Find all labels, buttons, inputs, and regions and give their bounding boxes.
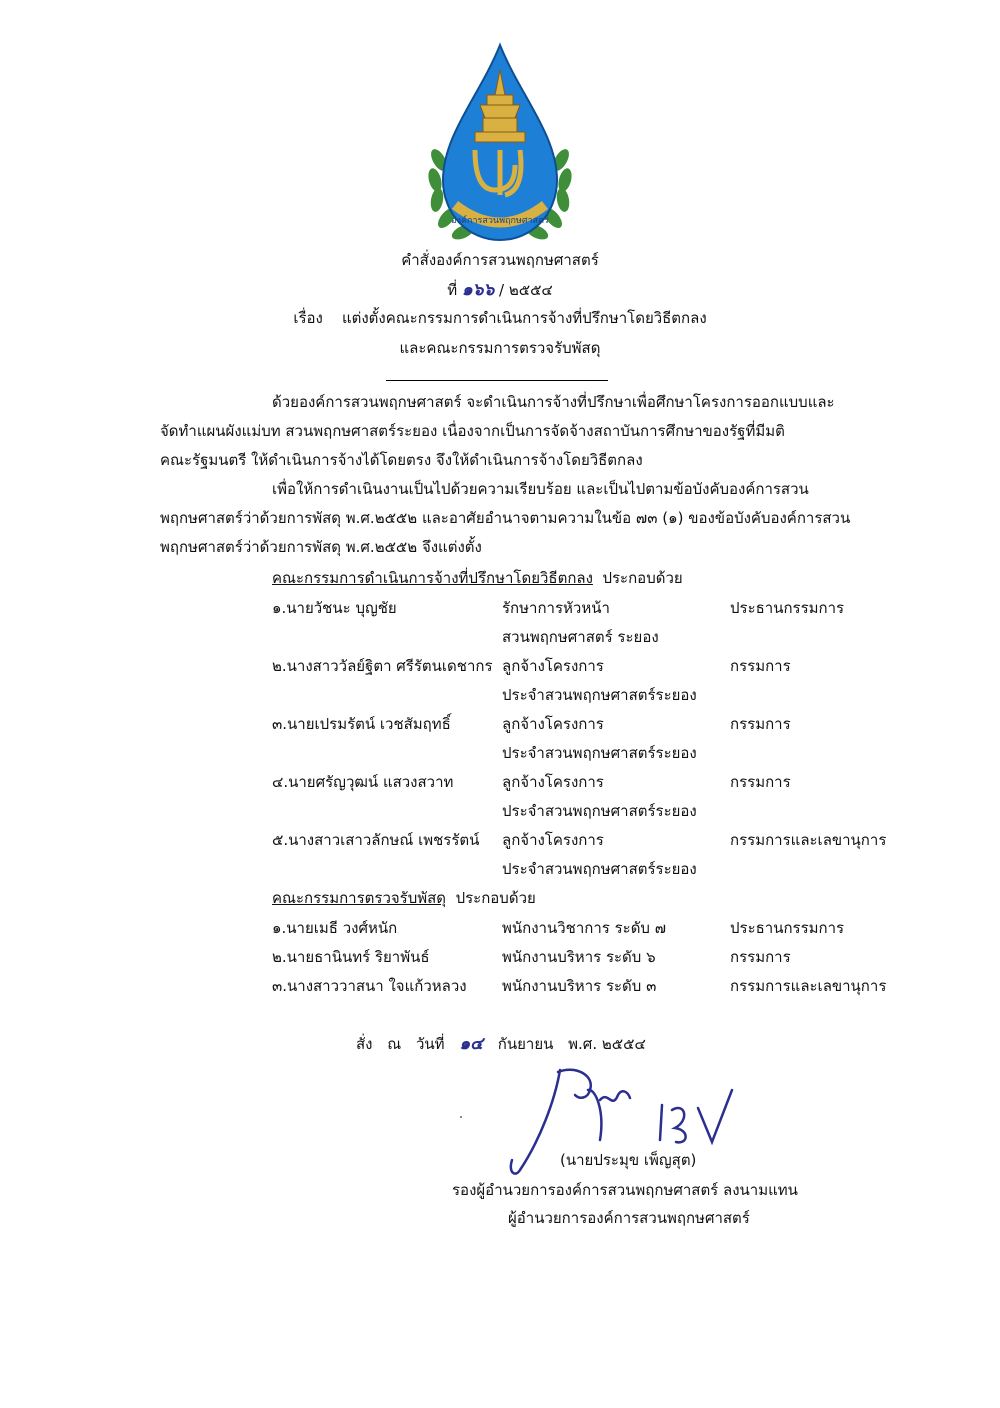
c2-member2-name: ๒.นายธานินทร์ ริยาพันธ์ xyxy=(272,948,430,966)
c2-member1-role: ประธานกรรมการ xyxy=(730,919,845,937)
signer-name: (นายประมุข เพ็ญสุต) xyxy=(560,1151,697,1169)
date-day-handwritten: ๑๔ xyxy=(459,1034,483,1054)
c1-member5-pos1: ลูกจ้างโครงการ xyxy=(502,831,604,849)
c1-member3-role: กรรมการ xyxy=(730,715,791,733)
committee2-suffix: ประกอบด้วย xyxy=(455,889,536,907)
date-prefix3: วันที่ xyxy=(415,1035,445,1053)
order-number-prefix: ที่ xyxy=(447,281,458,299)
c2-member3-role: กรรมการและเลขานุการ xyxy=(730,977,887,995)
subject-line1: แต่งตั้งคณะกรรมการดำเนินการจ้างที่ปรึกษาโดยวิธีตกลง xyxy=(341,309,707,327)
c2-member2-role: กรรมการ xyxy=(730,948,791,966)
signer-position1: รองผู้อำนวยการองค์การสวนพฤกษศาสตร์ ลงนามแทน xyxy=(452,1181,798,1199)
para1-line1: ด้วยองค์การสวนพฤกษศาสตร์ จะดำเนินการจ้างที่ปรึกษาเพื่อศึกษาโครงการออกแบบและ xyxy=(272,393,835,411)
signer-position2: ผู้อำนวยการองค์การสวนพฤกษศาสตร์ xyxy=(508,1209,750,1227)
subject-label: เรื่อง xyxy=(293,309,323,327)
title-divider xyxy=(386,380,608,381)
c1-member3-name: ๓.นายเปรมรัตน์ เวชสัมฤทธิ์ xyxy=(272,715,451,733)
date-year: พ.ศ. ๒๕๕๔ xyxy=(568,1035,646,1053)
logo-ring-text: องค์การสวนพฤกษศาสตร์ xyxy=(451,216,549,226)
paragraph-1 xyxy=(160,388,880,475)
para2-line3: พฤกษศาสตร์ว่าด้วยการพัสดุ พ.ศ.๒๕๕๒ จึงแต่งตั้ง xyxy=(160,538,482,556)
order-title: คำสั่งองค์การสวนพฤกษศาสตร์ xyxy=(401,251,599,269)
committee1-suffix: ประกอบด้วย xyxy=(602,569,683,587)
order-subject xyxy=(0,306,1000,330)
c1-member5-name: ๕.นางสาวเสาวลักษณ์ เพชรรัตน์ xyxy=(272,831,480,849)
c1-member4-role: กรรมการ xyxy=(730,773,791,791)
order-number-year: / ๒๕๕๔ xyxy=(499,281,553,299)
c1-member4-pos2: ประจำสวนพฤกษศาสตร์ระยอง xyxy=(502,802,697,820)
c1-member3-pos1: ลูกจ้างโครงการ xyxy=(502,715,604,733)
subject-line2: และคณะกรรมการตรวจรับพัสดุ xyxy=(399,339,601,357)
committee2-title: คณะกรรมการตรวจรับพัสดุ xyxy=(272,889,447,907)
date-prefix2: ณ xyxy=(387,1035,402,1053)
para1-line2: จัดทำแผนผังแม่บท สวนพฤกษศาสตร์ระยอง เนื่องจากเป็นการจัดจ้างสถาบันการศึกษาของรัฐที่มีมติ xyxy=(160,422,785,440)
c1-member2-pos2: ประจำสวนพฤกษศาสตร์ระยอง xyxy=(502,686,697,704)
para2-line2: พฤกษศาสตร์ว่าด้วยการพัสดุ พ.ศ.๒๕๕๒ และอาศัยอำนาจตามความในข้อ ๗๓ (๑) ของข้อบังคับองค์การสวน xyxy=(160,509,851,527)
c1-member3-pos2: ประจำสวนพฤกษศาสตร์ระยอง xyxy=(502,744,697,762)
c1-member1-pos2: สวนพฤกษศาสตร์ ระยอง xyxy=(502,628,659,646)
c1-member2-name: ๒.นางสาววัลย์ฐิตา ศรีรัตนเดชากร xyxy=(272,657,493,675)
committee1-heading xyxy=(272,566,683,590)
c1-member5-role: กรรมการและเลขานุการ xyxy=(730,831,887,849)
order-date xyxy=(356,1030,656,1057)
c1-member4-pos1: ลูกจ้างโครงการ xyxy=(502,773,604,791)
c1-member1-pos1: รักษาการหัวหน้า xyxy=(502,599,610,617)
para2-line1: เพื่อให้การดำเนินงานเป็นไปด้วยความเรียบร้อย และเป็นไปตามข้อบังคับองค์การสวน xyxy=(272,480,809,498)
committee1-title: คณะกรรมการดำเนินการจ้างที่ปรึกษาโดยวิธีตกลง xyxy=(272,569,593,587)
c2-member2-pos: พนักงานบริหาร ระดับ ๖ xyxy=(502,948,656,966)
order-number xyxy=(0,276,1000,303)
c2-member1-name: ๑.นายเมธี วงศ์หนัก xyxy=(272,919,398,937)
c2-member1-pos: พนักงานวิชาการ ระดับ ๗ xyxy=(502,919,667,937)
c1-member1-role: ประธานกรรมการ xyxy=(730,599,845,617)
c1-member2-role: กรรมการ xyxy=(730,657,791,675)
c2-member3-pos: พนักงานบริหาร ระดับ ๓ xyxy=(502,977,657,995)
committee2-heading xyxy=(272,886,536,910)
ink-dot xyxy=(460,1116,462,1118)
order-number-handwritten: ๑๖๖ xyxy=(461,280,495,300)
para1-line3: คณะรัฐมนตรี ให้ดำเนินการจ้างได้โดยตรง จึงให้ดำเนินการจ้างโดยวิธีตกลง xyxy=(160,451,643,469)
c1-member2-pos1: ลูกจ้างโครงการ xyxy=(502,657,604,675)
c1-member4-name: ๔.นายศรัญวุฒน์ แสวงสวาท xyxy=(272,773,454,791)
c1-member5-pos2: ประจำสวนพฤกษศาสตร์ระยอง xyxy=(502,860,697,878)
date-prefix1: สั่ง xyxy=(356,1035,373,1053)
organization-logo xyxy=(425,40,575,245)
paragraph-2 xyxy=(160,475,880,562)
date-month: กันยายน xyxy=(497,1035,554,1053)
c1-member1-name: ๑.นายวัชนะ บุญชัย xyxy=(272,599,397,617)
c2-member3-name: ๓.นางสาววาสนา ใจแก้วหลวง xyxy=(272,977,467,995)
